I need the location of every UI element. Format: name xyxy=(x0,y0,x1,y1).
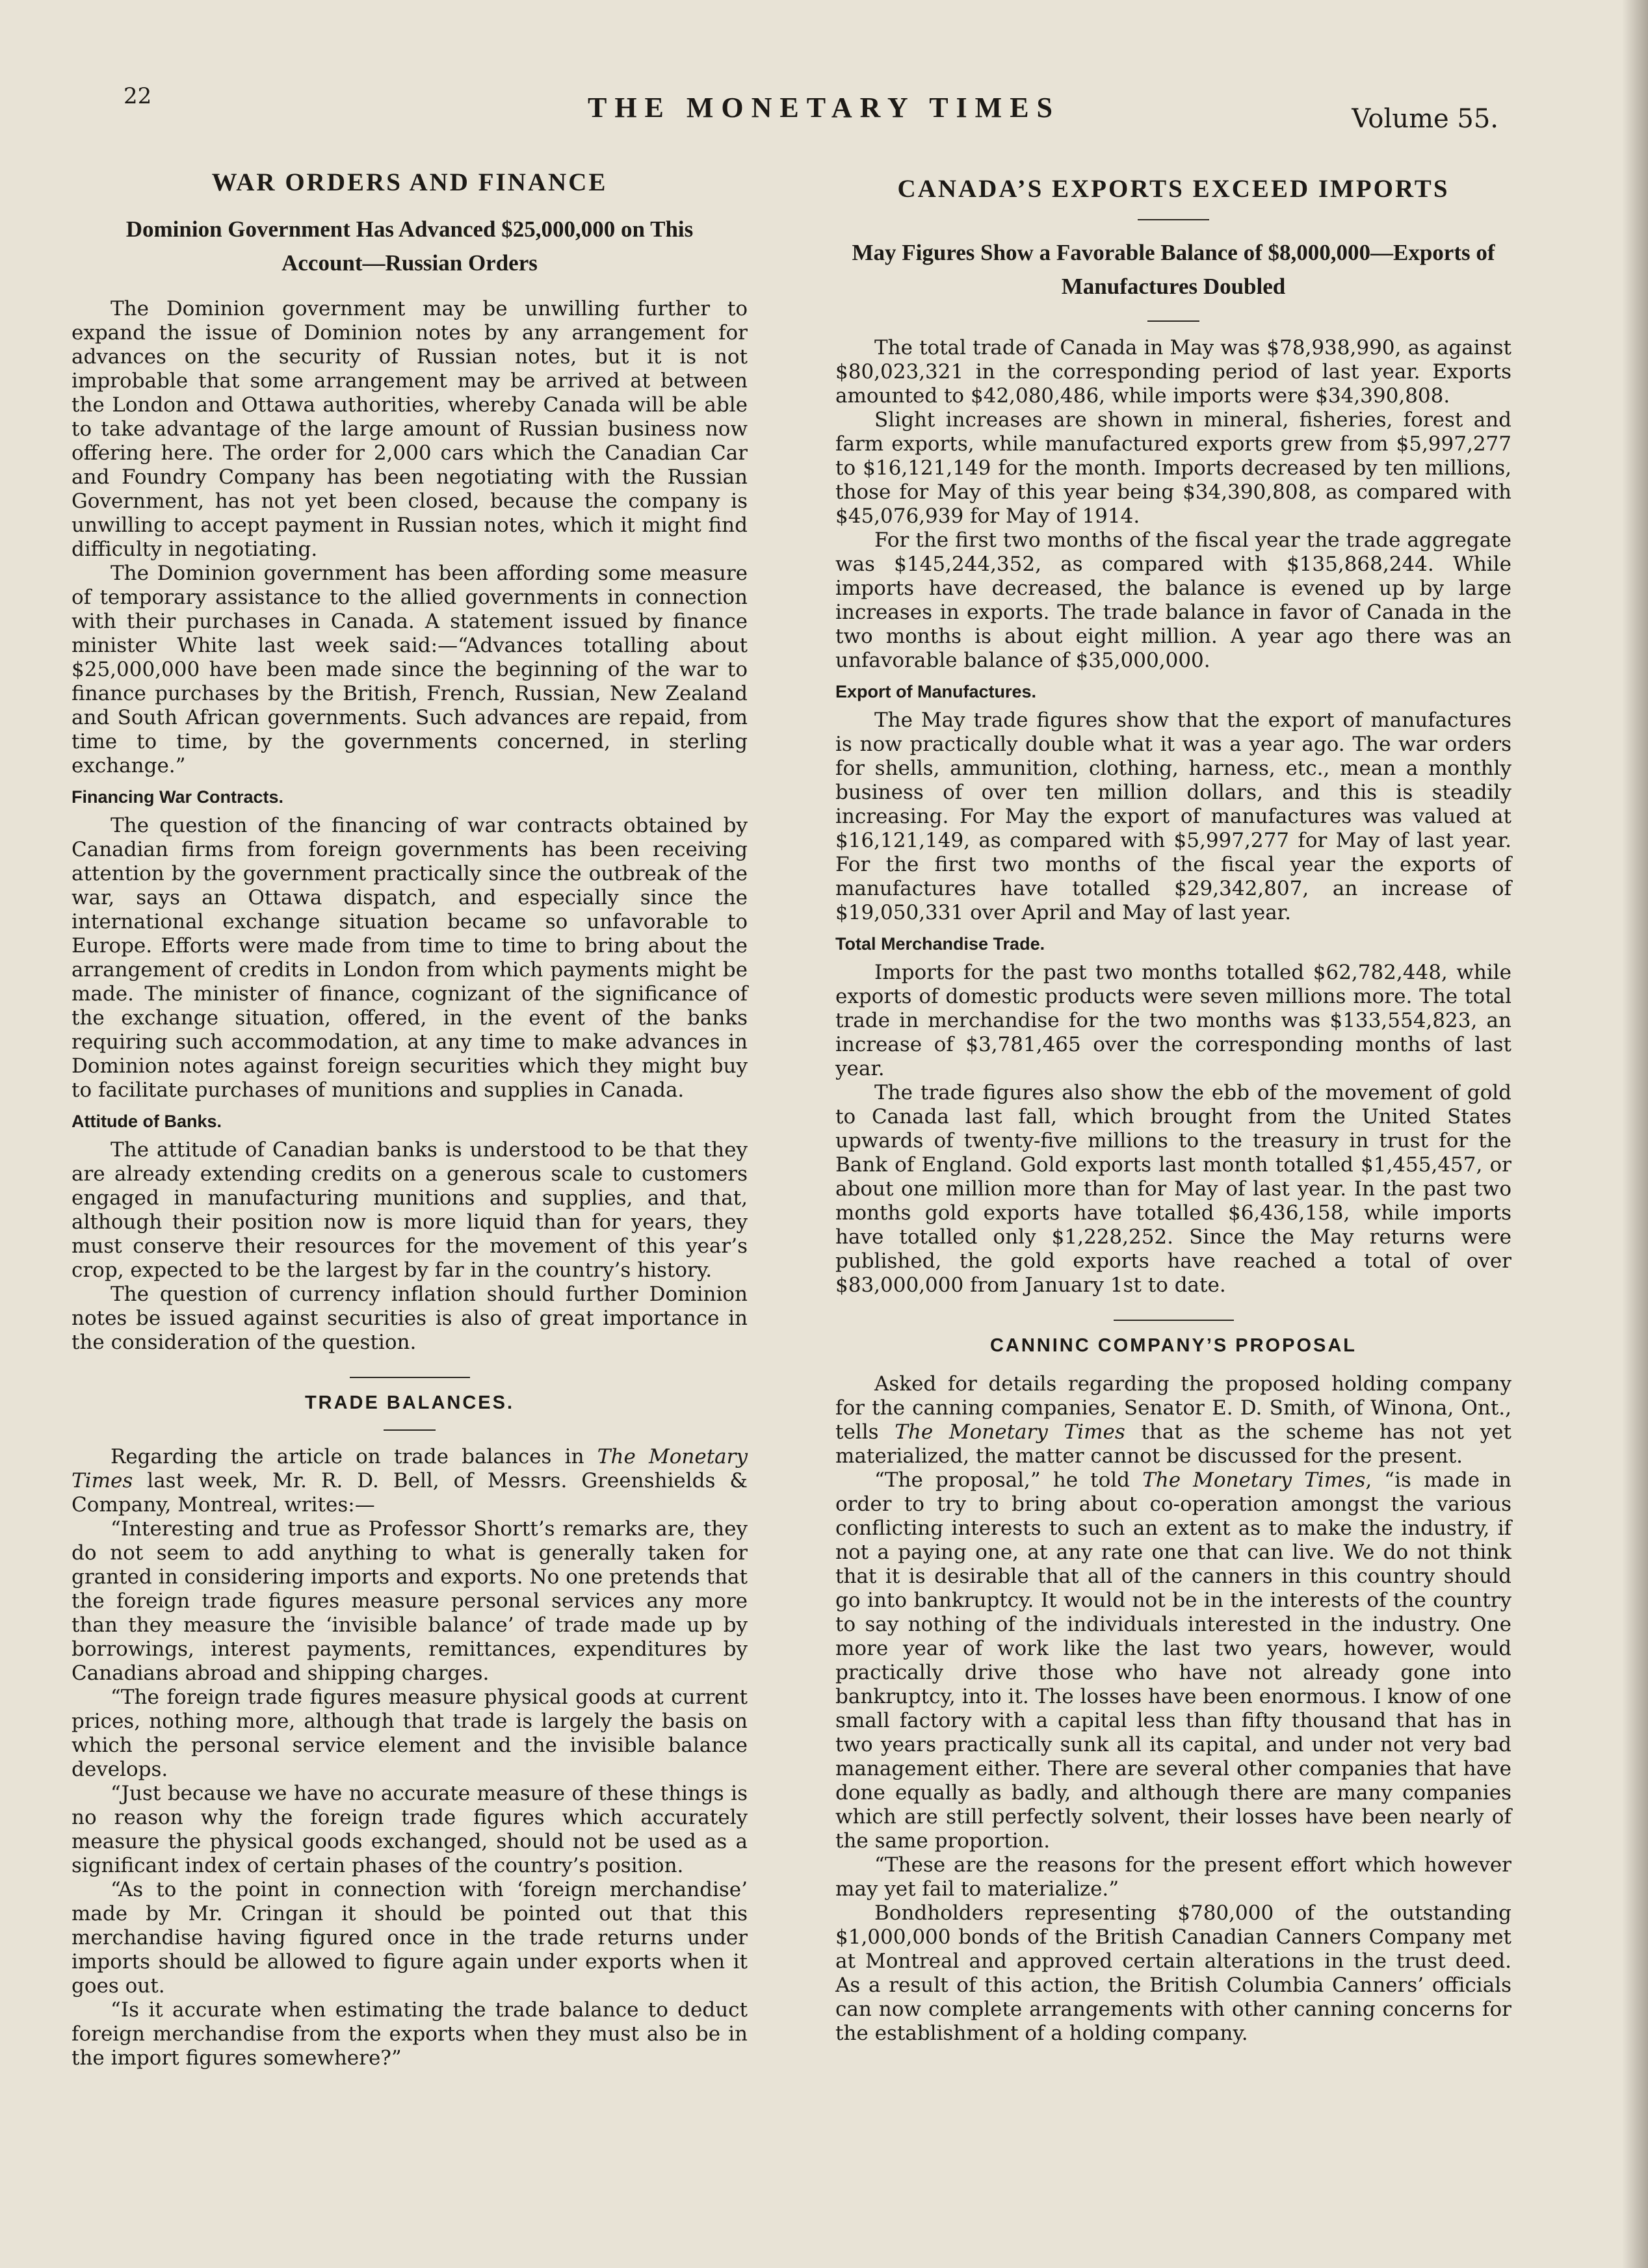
paragraph: The Dominion government may be unwilling further to expand the issue of Dominion notes by any arrangement for advances on the security of Russian notes, but it is not improbable that some arrangement may be arrived at between the London and Ottawa authorities, whereby Canada will be able to take advantage of the large amount of Russian business now offering here. The order for 2,000 cars which the Canadian Car and Foundry Company has been negotiating with the Russian Government, has not yet been closed, because the company is unwilling to accept payment in Russian notes, which it might find difficulty in negotiating. xyxy=(72,297,748,561)
paragraph: “The proposal,” he told The Monetary Times, “is made in order to try to bring about co-operation amongst the various conflicting interests to such an extent as to make the industry, if not a paying one, at any rate one that can live. We do not think that it is desirable that all of the canners in this country should go into bankruptcy. It would not be in the interests of the country to say nothing of the individuals interested in the industry. One more year of work like the last two years, however, would practically drive those who have not already gone into bankruptcy, into it. The losses have been enormous. I know of one small factory with a capital less than fifty thousand that has in two years practically sunk all its capital, and under not very bad management either. There are several other companies that have done equally as badly, and although there are many companies which are still perfectly solvent, their losses have been nearly of the same proportion. xyxy=(835,1468,1511,1853)
article-title: TRADE BALANCES. xyxy=(304,1392,515,1413)
section-heading: Total Merchandise Trade. xyxy=(835,934,1045,954)
divider xyxy=(1138,219,1209,220)
paragraph: The Dominion government has been affording some measure of temporary assistance to the allied governments in connection with their purchases in Canada. A statement issued by finance minister White last week said:—“Advances totalling about $25,000,000 have been made since the beginning of the war to finance purchases by the British, French, Russian, New Zealand and South African governments. Such advances are repaid, from time to time, by the governments concerned, in sterling exchange.” xyxy=(72,562,748,777)
paragraph: “The foreign trade figures measure physical goods at current prices, nothing more, although that trade is largely the basis on which the personal service element and the invisible balance develops. xyxy=(72,1686,748,1781)
page-number: 22 xyxy=(124,83,152,109)
paragraph: “Is it accurate when estimating the trade balance to deduct foreign merchandise from the exports when they must also be in the import figures somewhere?” xyxy=(72,1998,748,2070)
paragraph: “These are the reasons for the present effort which however may yet fail to materialize.” xyxy=(835,1853,1511,1901)
section-heading: Financing War Contracts. xyxy=(72,787,284,807)
paragraph: Bondholders representing $780,000 of the outstanding $1,000,000 bonds of the British Canadian Canners Company met at Montreal and approved certain alterations in the trust deed. As a result of this action, the British Columbia Canners’ officials can now complete arrangements with other canning concerns for the establishment of a holding company. xyxy=(835,1901,1511,2045)
paragraph: The total trade of Canada in May was $78,938,990, as against $80,023,321 in the corresponding period of last year. Exports amounted to $42,080,486, while imports were $34,390,808. xyxy=(835,336,1511,408)
section-heading: Attitude of Banks. xyxy=(72,1112,222,1131)
right-column xyxy=(835,163,1511,2046)
paragraph: The May trade figures show that the export of manufactures is now practically double what it was a year ago. The war orders for shells, ammunition, clothing, harness, etc., mean a monthly business of over ten million dollars, and this is steadily increasing. For May the export of manufactures was valued at $16,121,149, as compared with $5,997,277 for May of last year. For the first two months of the fiscal year the exports of manufactures have totalled $29,342,807, an increase of $19,050,331 over April and May of last year. xyxy=(835,709,1511,924)
paragraph: The trade figures also show the ebb of the movement of gold to Canada last fall, which brought from the United States upwards of twenty-five millions to the treasury in trust for the Bank of England. Gold exports last month totalled $1,455,457, or about one million more than for May of last year. In the past two months gold exports have totalled $6,436,158, while imports have totalled only $1,228,252. Since the May returns were published, the gold exports have reached a total of over $83,000,000 from January 1st to date. xyxy=(835,1081,1511,1297)
paragraph: Regarding the article on trade balances in The Monetary Times last week, Mr. R. D. Bell, of Messrs. Greenshields & Company, Montreal, writes:— xyxy=(72,1445,748,1517)
article-subtitle: May Figures Show a Favorable Balance of $8,000,000—Exports of Manufactures Doubled xyxy=(852,240,1495,299)
article-title: CANNINC COMPANY’S PROPOSAL xyxy=(989,1335,1357,1356)
paragraph: The question of the financing of war contracts obtained by Canadian firms from foreign governments has been receiving attention by the government practically since the outbreak of the war, says an Ottawa dispatch, and especially since the international exchange situation became so unfavorable to Europe. Efforts were made from time to time to bring about the arrangement of credits in London from which payments might be made. The minister of finance, cognizant of the significance of the exchange situation, offered, in the event of the banks requiring such accommodation, at any time to make advances in Dominion notes against foreign securities which they might buy to facilitate purchases of munitions and supplies in Canada. xyxy=(72,814,748,1102)
masthead: THE MONETARY TIMES xyxy=(587,92,1061,124)
divider xyxy=(350,1377,470,1378)
publication-title: The Monetary Times xyxy=(72,1445,748,1492)
publication-title: The Monetary Times xyxy=(895,1420,1125,1444)
article-trade-balances xyxy=(72,1392,748,2070)
paragraph: The question of currency inflation should further Dominion notes be issued against securities is also of great importance in the consideration of the question. xyxy=(72,1283,748,1354)
paragraph: The attitude of Canadian banks is understood to be that they are already extending credits on a generous scale to customers engaged in manufacturing munitions and supplies, and that, although their position now is more liquid than for years, they must conserve their resources for the movement of this year’s crop, expected to be the largest by far in the country’s history. xyxy=(72,1138,748,1282)
paragraph: “As to the point in connection with ‘foreign merchandise’ made by Mr. Cringan it should be pointed out that this merchandise having figured once in the trade returns under imports should be allowed to figure again under exports when it goes out. xyxy=(72,1878,748,1998)
section-heading: Export of Manufactures. xyxy=(835,682,1037,701)
article-war-orders xyxy=(72,168,748,1355)
paragraph: “Just because we have no accurate measure of these things is no reason why the foreign trade figures which accurately measure the physical goods exchanged, should not be used as a significant index of certain phases of the country’s position. xyxy=(72,1782,748,1877)
divider xyxy=(1147,320,1199,322)
article-subtitle: Dominion Government Has Advanced $25,000,000 on This Account—Russian Orders xyxy=(125,216,694,276)
paragraph: For the first two months of the fiscal year the trade aggregate was $145,244,352, as compared with $135,868,244. While imports have decreased, the balance is evened up by large increases in exports. The trade balance in favor of Canada in the two months is about eight million. A year ago there was an unfavorable balance of $35,000,000. xyxy=(835,528,1511,672)
volume-label: Volume 55. xyxy=(1352,104,1498,134)
left-column xyxy=(72,156,748,2070)
article-exports xyxy=(835,174,1511,1297)
publication-title: The Monetary Times xyxy=(1142,1468,1366,1492)
article-canning xyxy=(835,1335,1511,2046)
divider xyxy=(1114,1320,1234,1321)
article-title: WAR ORDERS AND FINANCE xyxy=(211,168,608,196)
paragraph: “Interesting and true as Professor Shortt’s remarks are, they do not seem to add anything to what is generally taken for granted in considering imports and exports. No one pretends that the foreign trade figures measure personal services any more than they measure the ‘invisible balance’ of trade made up by borrowings, interest payments, remittances, expenditures by Canadians abroad and shipping charges. xyxy=(72,1517,748,1685)
article-title: CANADA’S EXPORTS EXCEED IMPORTS xyxy=(897,175,1450,203)
paragraph: Imports for the past two months totalled $62,782,448, while exports of domestic products were seven millions more. The total trade in merchandise for the two months was $133,554,823, an increase of $3,781,465 over the corresponding months of last year. xyxy=(835,961,1511,1080)
divider xyxy=(384,1429,436,1431)
paragraph: Slight increases are shown in mineral, fisheries, forest and farm exports, while manufactured exports grew from $5,997,277 to $16,121,149 for the month. Imports decreased by ten millions, those for May of this year being $34,390,808, as compared with $45,076,939 for May of 1914. xyxy=(835,408,1511,528)
paragraph: Asked for details regarding the proposed holding company for the canning companies, Senator E. D. Smith, of Winona, Ont., tells The Monetary Times that as the scheme has not yet materialized, the matter cannot be discussed for the present. xyxy=(835,1372,1511,1468)
